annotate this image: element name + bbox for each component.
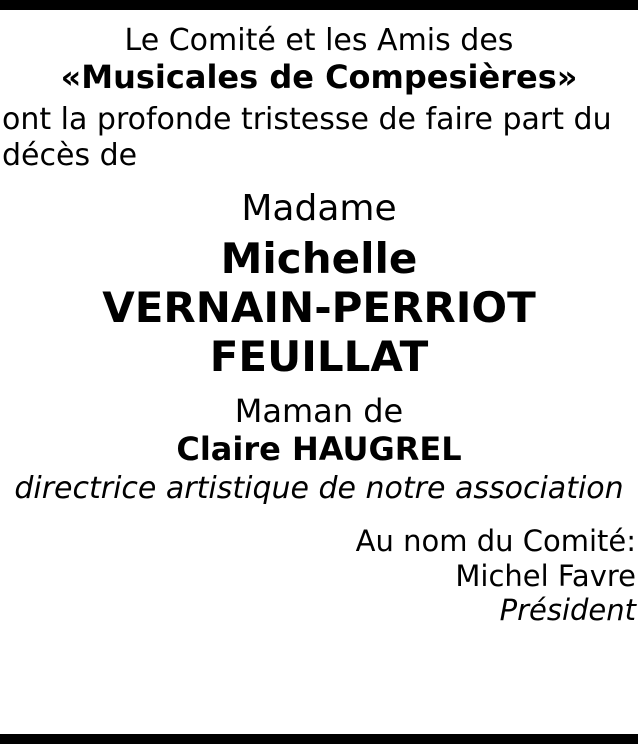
relation-label: Maman de (234, 392, 404, 431)
top-divider-rule (0, 0, 638, 10)
sadness-line: ont la profonde tristesse de faire part du (2, 102, 612, 138)
deceased-last-name-line-2: FEUILLAT (209, 331, 429, 381)
death-line: décès de (2, 138, 138, 174)
relative-name: Claire HAUGREL (176, 429, 462, 468)
signoff-line: Au nom du Comité: (355, 524, 636, 559)
honorific: Madame (241, 187, 397, 229)
deceased-last-name-line-1: VERNAIN-PERRIOT (102, 282, 536, 332)
bottom-divider-rule (0, 734, 638, 744)
signer-name: Michel Favre (455, 558, 636, 593)
deceased-first-name: Michelle (220, 233, 418, 283)
notice-body (0, 24, 638, 627)
committee-line: Le Comité et les Amis des (124, 23, 514, 58)
relative-role: directrice artistique de notre association (14, 470, 624, 506)
signer-title: Président (499, 593, 636, 628)
association-name: «Musicales de Compesières» (60, 57, 578, 96)
